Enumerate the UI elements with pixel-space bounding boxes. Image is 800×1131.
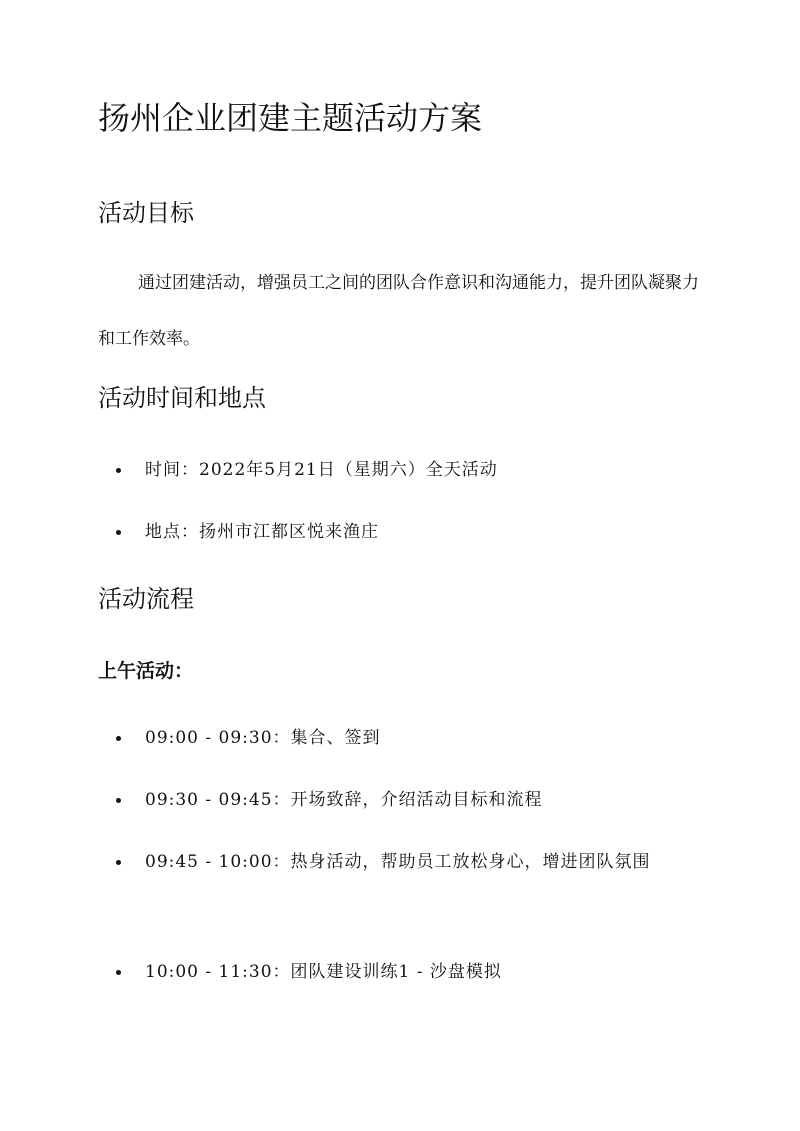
goal-paragraph: 通过团建活动，增强员工之间的团队合作意识和沟通能力，提升团队凝聚力和工作效率。: [98, 273, 699, 349]
list-item-place: 地点：扬州市江都区悦来渔庄: [145, 522, 379, 542]
list-item-time: 时间：2022年5月21日（星期六）全天活动: [145, 460, 498, 480]
list-item-schedule: 09:30 - 09:45：开场致辞，介绍活动目标和流程: [145, 790, 543, 810]
list-item-schedule: 10:00 - 11:30：团队建设训练1 - 沙盘模拟: [145, 962, 502, 982]
heading-activity-process: 活动流程: [98, 585, 194, 613]
heading-time-and-place: 活动时间和地点: [98, 384, 266, 412]
heading-morning-activities: 上午活动：: [98, 660, 194, 682]
list-item-schedule: 09:00 - 09:30：集合、签到: [145, 728, 381, 748]
list-item-schedule: 09:45 - 10:00：热身活动，帮助员工放松身心，增进团队氛围: [145, 852, 651, 872]
document-title: 扬州企业团建主题活动方案: [98, 99, 483, 137]
heading-activity-goal: 活动目标: [98, 199, 194, 227]
